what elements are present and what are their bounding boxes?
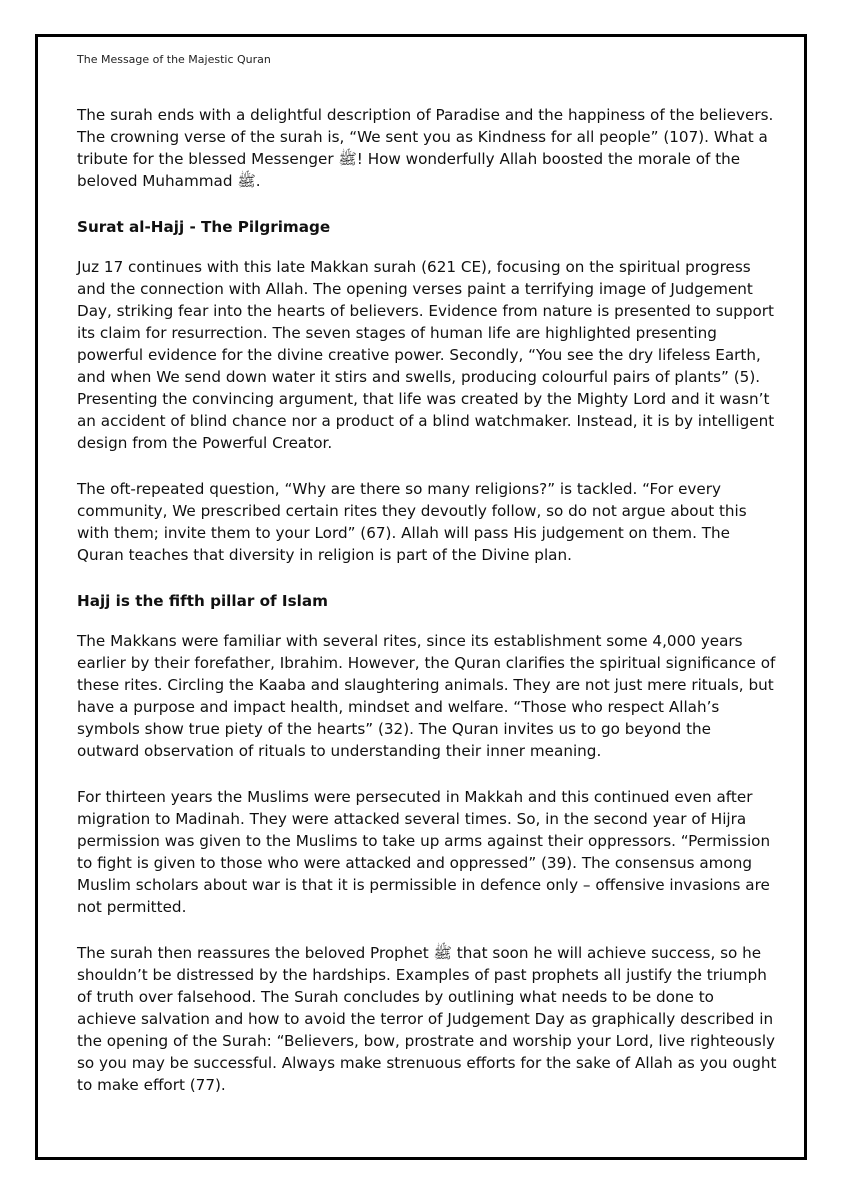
paragraph-juz-17-intro: Juz 17 continues with this late Makkan surah (621 CE), focusing on the spiritual progress and the connection with Allah. The opening verses paint a terrifying image of Judgement Day, striking fear into the hearts of believers. Evidence from nature is presented to support its claim for resurrection. The seven stages of human life are highlighted presenting powerful evidence for the divine creative power. Secondly, “You see the dry lifeless Earth, and when We send down water it stirs and swells, producing colourful pairs of plants” (5). Presenting the convincing argument, that life was created by the Mighty Lord and it wasn’t an accident of blind chance nor a product of a blind watchmaker. Instead, it is by intelligent design from the Powerful Creator. xyxy=(77,258,775,452)
paragraph-surah-conclusion: The surah then reassures the beloved Prophet ﷺ that soon he will achieve success, so he shouldn’t be distressed by the hardships. Examples of past prophets all justify the triumph of truth over falsehood. The Surah concludes by outlining what needs to be done to achieve salvation and how to avoid the terror of Judgement Day as graphically described in the opening of the Surah: “Believers, bow, prostrate and worship your Lord, live righteously so you may be successful. Always make strenuous efforts for the sake of Allah as you ought to make effort (77). xyxy=(77,944,777,1094)
paragraph-many-religions: The oft-repeated question, “Why are there so many religions?” is tackled. “For every community, We prescribed certain rites they devoutly follow, so do not argue about this with them; invite them to your Lord” (67). Allah will pass His judgement on them. The Quran teaches that diversity in religion is part of the Divine plan. xyxy=(77,480,747,564)
paragraph-makkan-rites: The Makkans were familiar with several rites, since its establishment some 4,000 years earlier by their forefather, Ibrahim. However, the Quran clarifies the spiritual significance of these rites. Circling the Kaaba and slaughtering animals. They are not just mere rituals, but have a purpose and impact health, mindset and welfare. “Those who respect Allah’s symbols show true piety of the hearts” (32). The Quran invites us to go beyond the outward observation of rituals to understanding their inner meaning. xyxy=(77,632,776,760)
paragraph-paradise-conclusion: The surah ends with a delightful description of Paradise and the happiness of the believers. The crowning verse of the surah is, “We sent you as Kindness for all people” (107). What a tribute for the blessed Messenger ﷺ! How wonderfully Allah boosted the morale of the beloved Muhammad ﷺ. xyxy=(77,106,774,190)
paragraph-permission-to-fight: For thirteen years the Muslims were persecuted in Makkah and this continued even after migration to Madinah. They were attacked several times. So, in the second year of Hijra permission was given to the Muslims to take up arms against their oppressors. “Permission to fight is given to those who were attacked and oppressed” (39). The consensus among Muslim scholars about war is that it is permissible in defence only – offensive invasions are not permitted. xyxy=(77,788,771,916)
running-header: The Message of the Majestic Quran xyxy=(77,53,271,66)
heading-surat-al-hajj: Surat al-Hajj - The Pilgrimage xyxy=(77,218,331,236)
heading-hajj-fifth-pillar: Hajj is the fifth pillar of Islam xyxy=(77,592,328,610)
page-content xyxy=(77,104,777,1120)
